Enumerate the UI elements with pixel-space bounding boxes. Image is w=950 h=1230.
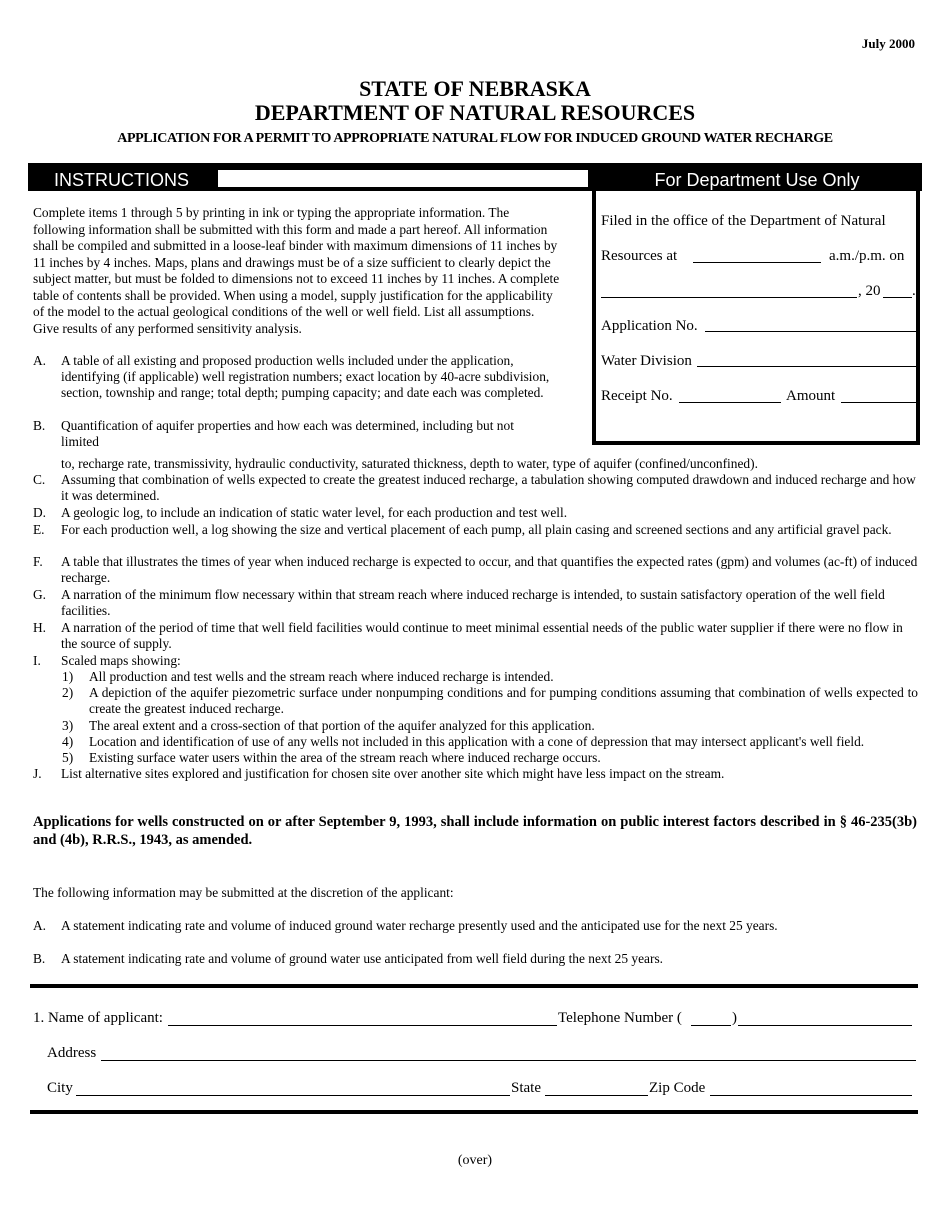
map-item-number: 5): [62, 750, 74, 765]
state-field[interactable]: [545, 1095, 648, 1096]
item-text: Assuming that combination of wells expected to create the greatest induced recharge, a tabulation showing computed drawdown and induced recharge and how it was determined.: [61, 472, 916, 503]
filed-office-text: Filed in the office of the Department of Natural: [601, 213, 886, 229]
filed-time-field[interactable]: [693, 262, 821, 263]
amount-label: Amount: [786, 388, 836, 404]
city-field[interactable]: [76, 1095, 510, 1096]
item-letter: H.: [33, 620, 47, 635]
list-item-continued: to, recharge rate, transmissivity, hydraulic conductivity, saturated thickness, depth to water, type of aquifer (confined/unconfined).: [61, 456, 758, 471]
over-indicator: (over): [457, 1153, 493, 1168]
item-text: Scaled maps showing:: [61, 653, 181, 668]
map-item-number: 1): [62, 669, 74, 684]
map-item-number: 2): [62, 685, 74, 700]
map-item-text: A depiction of the aquifer piezometric surface under nonpumping conditions and for pumping conditions assuming that combination of wells expected to create the greatest induced recharge.: [89, 685, 918, 716]
item-letter: A.: [33, 353, 47, 368]
instructions-intro: Complete items 1 through 5 by printing in ink or typing the appropriate information. The following information shall be submitted with this form and made a part hereof. All information shall be compiled and submitted in a loose-leaf binder with maximum dimensions of 11 inches by 11 inches by 4 inches. Maps, plans and drawings must be of a size sufficient to clearly depict the subject matter, but must be folded to dimensions not to exceed 11 inches by 11 inches. A complete table of contents shall be provided. When using a model, supply justification for the applicability of the model to the actual geological conditions of the well or well field. List all assumptions. Give results of any performed sensitivity analysis.: [33, 205, 560, 336]
item-letter: C.: [33, 472, 46, 487]
item-letter: I.: [33, 653, 41, 668]
section-rule-top: [30, 984, 918, 988]
period-mark: .: [912, 283, 916, 299]
twenty-label: , 20: [858, 283, 881, 299]
item-letter: F.: [33, 554, 43, 569]
filed-date-field[interactable]: [601, 297, 857, 298]
item-text: A narration of the minimum flow necessary within that stream reach where induced recharge is intended, to sustain satisfactory operation of the well field facilities.: [61, 587, 885, 618]
telephone-number-field[interactable]: [738, 1025, 912, 1026]
resources-at-label: Resources at: [601, 248, 678, 264]
applicant-name-field[interactable]: [168, 1025, 557, 1026]
item-text: A geologic log, to include an indication of static water level, for each production and test well.: [61, 505, 568, 520]
form-date: July 2000: [861, 36, 915, 51]
city-label: City: [47, 1080, 73, 1096]
telephone-close-paren: ): [732, 1010, 737, 1026]
state-label: State: [511, 1080, 541, 1096]
application-no-label: Application No.: [601, 318, 698, 334]
telephone-label: Telephone Number (: [558, 1010, 682, 1026]
applicant-name-label: 1. Name of applicant:: [33, 1010, 163, 1026]
form-title: APPLICATION FOR A PERMIT TO APPROPRIATE NATURAL FLOW FOR INDUCED GROUND WATER RECHARGE: [117, 131, 833, 146]
item-text: For each production well, a log showing the size and vertical placement of each pump, all plain casing and screened sections and any artificial gravel pack.: [61, 522, 892, 537]
map-item-number: 3): [62, 718, 74, 733]
address-label: Address: [47, 1045, 97, 1061]
public-interest-note: Applications for wells constructed on or after September 9, 1993, shall include information on public interest factors described in § 46-235(3b) and (4b), R.R.S., 1943, as amended.: [33, 814, 917, 848]
department-title: DEPARTMENT OF NATURAL RESOURCES: [254, 100, 696, 125]
map-item-text: The areal extent and a cross-section of that portion of the aquifer analyzed for this application.: [89, 718, 595, 733]
telephone-area-field[interactable]: [691, 1025, 731, 1026]
map-item-number: 4): [62, 734, 74, 749]
map-item-text: Existing surface water users within the area of the stream reach where induced recharge occurs.: [89, 750, 601, 765]
item-text: A statement indicating rate and volume of induced ground water recharge presently used and the anticipated use for the next 25 years.: [61, 918, 778, 933]
item-letter: B.: [33, 951, 46, 966]
receipt-no-label: Receipt No.: [601, 388, 673, 404]
ampm-on-label: a.m./p.m. on: [829, 248, 905, 264]
item-text: A table of all existing and proposed production wells included under the application, identifying (if applicable) well registration numbers; exact location by 40-acre subdivision, section, township and range; total depth; pumping capacity; and date each was completed.: [61, 353, 550, 400]
zip-code-field[interactable]: [710, 1095, 912, 1096]
receipt-no-field[interactable]: [679, 402, 781, 403]
item-text: A statement indicating rate and volume of ground water use anticipated from well field during the next 25 years.: [61, 951, 664, 966]
map-item-text: Location and identification of use of any wells not included in this application with a cone of depression that may intersect applicant's well field.: [89, 734, 865, 749]
instructions-heading: INSTRUCTIONS: [54, 170, 189, 190]
address-field[interactable]: [101, 1060, 916, 1061]
item-letter: B.: [33, 418, 46, 433]
item-text: Quantification of aquifer properties and how each was determined, including but not limited: [61, 418, 514, 449]
item-letter: E.: [33, 522, 45, 537]
discretion-intro: The following information may be submitted at the discretion of the applicant:: [33, 885, 454, 900]
item-letter: J.: [33, 766, 42, 781]
application-no-field[interactable]: [705, 331, 916, 332]
water-division-field[interactable]: [697, 366, 916, 367]
instructions-bar-blank: [218, 170, 588, 187]
department-use-heading: For Department Use Only: [654, 170, 860, 190]
amount-field[interactable]: [841, 402, 916, 403]
item-letter: D.: [33, 505, 47, 520]
map-item-text: All production and test wells and the stream reach where induced recharge is intended.: [89, 669, 554, 684]
zip-code-label: Zip Code: [649, 1080, 706, 1096]
water-division-label: Water Division: [601, 353, 692, 369]
filed-year-field[interactable]: [883, 297, 912, 298]
section-rule-bottom: [30, 1110, 918, 1114]
item-letter: A.: [33, 918, 47, 933]
item-text: A narration of the period of time that well field facilities would continue to meet minimal essential needs of the public water supplier if there were no flow in the source of supply.: [61, 620, 903, 651]
item-text: List alternative sites explored and justification for chosen site over another site which might have less impact on the stream.: [61, 766, 725, 781]
item-text: A table that illustrates the times of year when induced recharge is expected to occur, and that quantifies the expected rates (gpm) and volumes (ac-ft) of induced recharge.: [61, 554, 918, 585]
state-title: STATE OF NEBRASKA: [359, 76, 591, 101]
item-letter: G.: [33, 587, 47, 602]
